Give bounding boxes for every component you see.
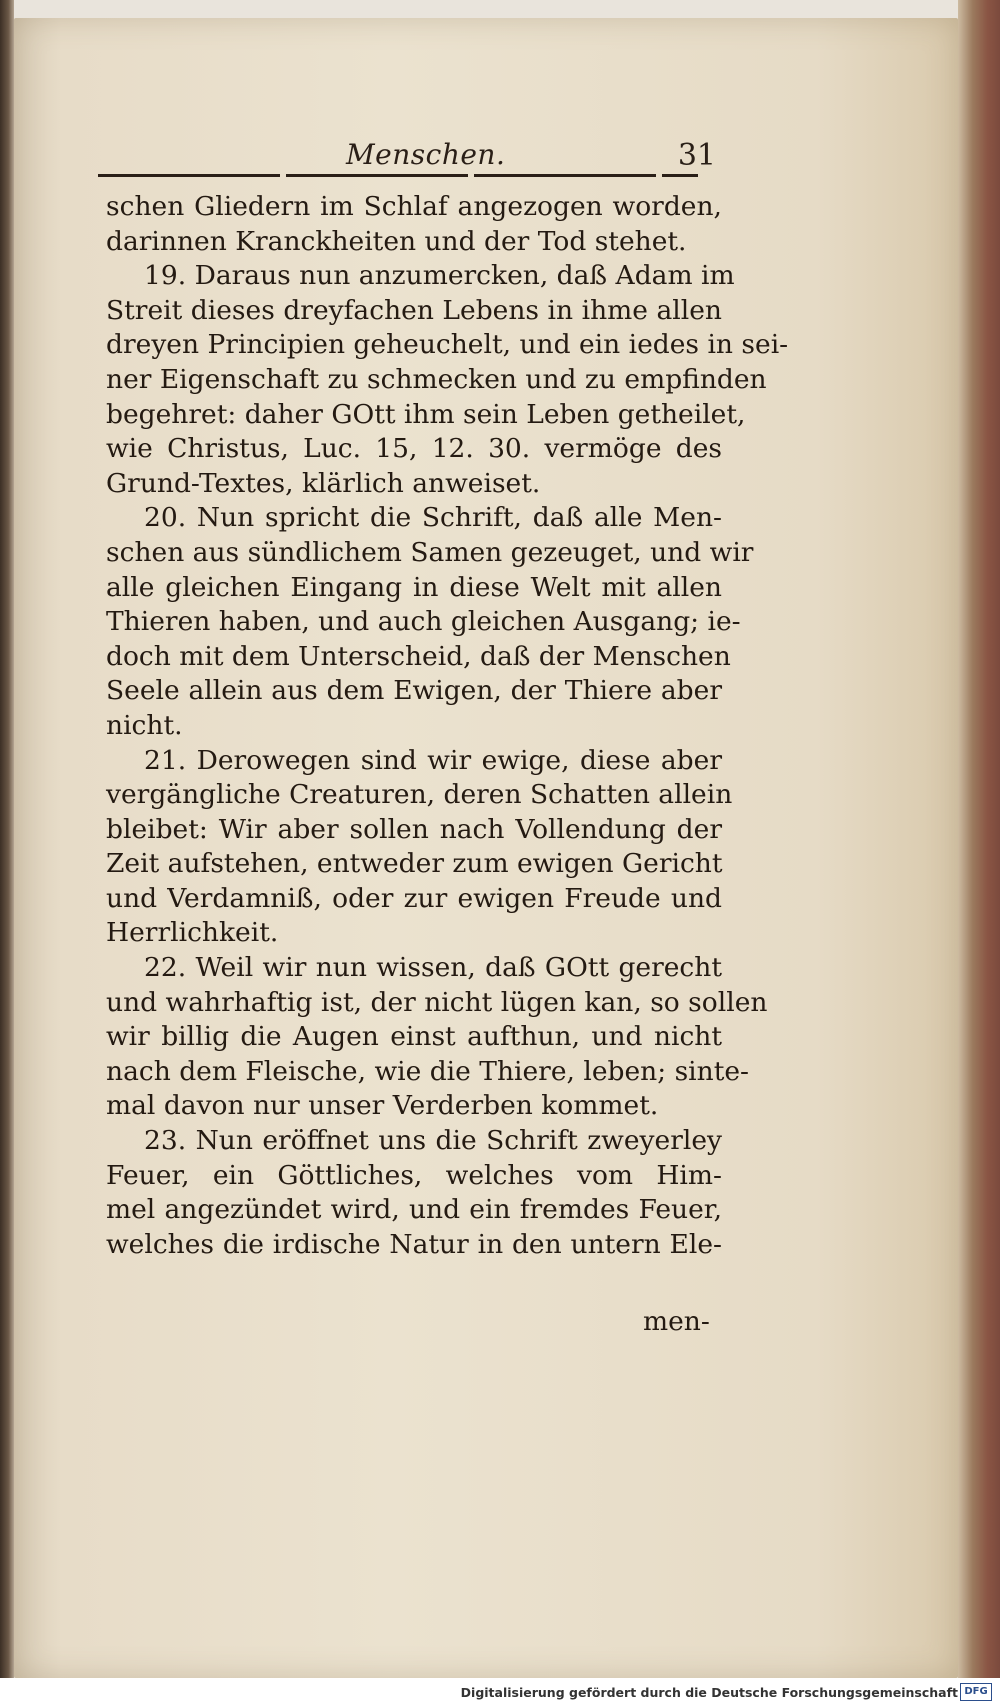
text-line: wie Christus, Luc. 15, 12. 30. vermöge des <box>106 433 722 465</box>
text-line: darinnen Kranckheiten und der Tod stehet. <box>106 225 687 257</box>
text-line: schen Gliedern im Schlaf angezogen worden, <box>106 191 722 222</box>
text-line: Grund-Textes, klärlich anweiset. <box>106 467 541 499</box>
text-line: doch mit dem Unterscheid, daß der Menschen <box>106 640 731 672</box>
text-line: dreyen Principien geheuchelt, und ein iedes in sei- <box>106 329 789 361</box>
book-page-edges <box>958 0 1000 1706</box>
running-title: Menschen. <box>346 138 506 171</box>
text-line: und wahrhaftig ist, der nicht lügen kan, so sollen <box>106 986 768 1018</box>
text-line: 19. Daraus nun anzumercken, daß Adam im <box>144 260 735 292</box>
text-line: nicht. <box>106 709 183 741</box>
text-line: 20. Nun spricht die Schrift, daß alle Men- <box>144 502 722 534</box>
text-line: ner Eigenschaft zu schmecken und zu empfinden <box>106 363 767 395</box>
text-line: welches die irdische Natur in den untern Ele- <box>106 1228 722 1260</box>
text-line: Thieren haben, und auch gleichen Ausgang; ie- <box>106 606 741 638</box>
text-line: wir billig die Augen einst aufthun, und nicht <box>106 1021 722 1053</box>
digitization-footer <box>0 1678 1000 1706</box>
header-rule <box>98 174 698 177</box>
text-line: Feuer, ein Göttliches, welches vom Him- <box>106 1159 722 1191</box>
body-text <box>106 190 789 1262</box>
book-spine-shadow <box>0 0 14 1706</box>
text-line: Streit dieses dreyfachen Lebens in ihme allen <box>106 294 722 326</box>
page-header <box>98 138 716 180</box>
text-line: 22. Weil wir nun wissen, daß GOtt gerecht <box>144 952 722 984</box>
text-line: nach dem Fleische, wie die Thiere, leben; sinte- <box>106 1055 750 1087</box>
page-number: 31 <box>677 138 716 173</box>
dfg-logo-icon: DFG <box>960 1683 992 1701</box>
footer-credit: Digitalisierung gefördert durch die Deutsche Forschungsgemeinschaft <box>460 1685 958 1700</box>
catchword: men- <box>643 1306 710 1337</box>
text-line: 21. Derowegen sind wir ewige, diese aber <box>144 744 722 776</box>
text-line: begehret: daher GOtt ihm sein Leben getheilet, <box>106 398 746 430</box>
text-line: bleibet: Wir aber sollen nach Vollendung der <box>106 813 722 845</box>
text-line: alle gleichen Eingang in diese Welt mit allen <box>106 571 722 603</box>
text-line: mel angezündet wird, und ein fremdes Feuer, <box>106 1194 722 1226</box>
text-line: Herrlichkeit. <box>106 917 279 949</box>
text-line: und Verdamniß, oder zur ewigen Freude und <box>106 882 722 914</box>
text-line: mal davon nur unser Verderben kommet. <box>106 1090 659 1122</box>
text-line: Seele allein aus dem Ewigen, der Thiere aber <box>106 675 722 707</box>
text-line: schen aus sündlichem Samen gezeuget, und wir <box>106 536 754 568</box>
text-line: vergängliche Creaturen, deren Schatten allein <box>106 779 733 811</box>
text-line: Zeit aufstehen, entweder zum ewigen Gericht <box>106 848 723 880</box>
text-line: 23. Nun eröffnet uns die Schrift zweyerley <box>144 1125 722 1157</box>
